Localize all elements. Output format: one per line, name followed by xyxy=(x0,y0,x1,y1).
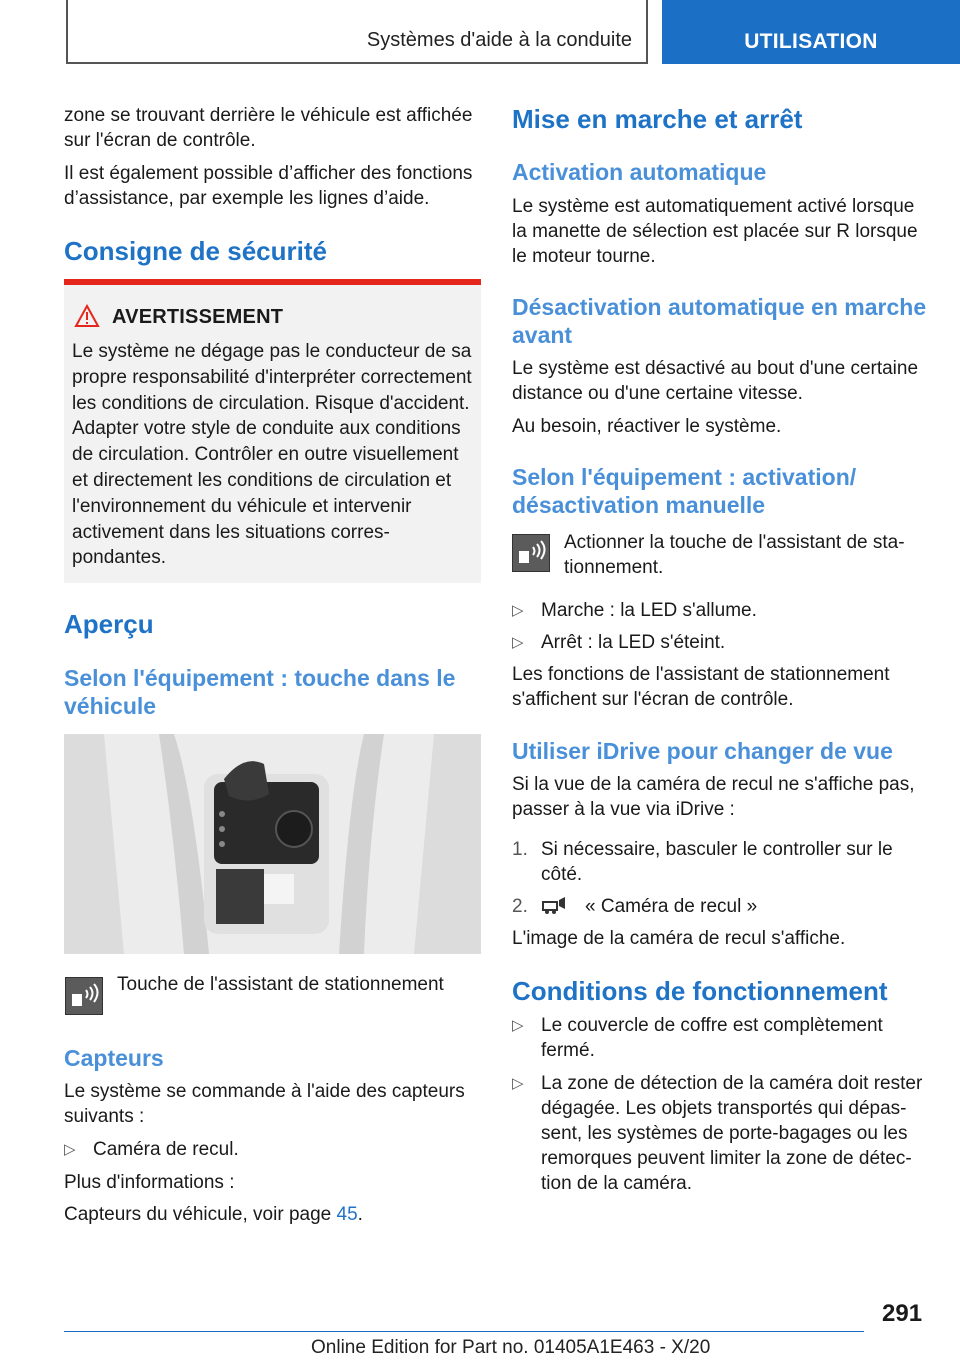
header-chapter-label: UTILISATION xyxy=(744,30,878,53)
led-off-text: Arrêt : la LED s'éteint. xyxy=(541,632,726,653)
page-45-link[interactable]: 45 xyxy=(336,1204,358,1225)
auto-deactivation-text: Le système est désactivé au bout d'une certaine distance ou d'une certaine vitesse. xyxy=(512,358,919,404)
step-1-text: Si nécessaire, basculer le controller sur le côté. xyxy=(541,839,893,885)
more-info-text: Plus d'informations : xyxy=(64,1172,235,1193)
footer-edition: Online Edition for Part no. 01405A1E463 - X/20 xyxy=(311,1337,711,1358)
triangle-bullet-icon: ▷ xyxy=(512,1017,524,1034)
triangle-bullet-icon: ▷ xyxy=(512,634,524,651)
footer-rule xyxy=(64,1331,864,1332)
step-1-number: 1. xyxy=(512,839,528,860)
image-shown-text: L'image de la caméra de recul s'affiche. xyxy=(512,928,846,949)
triangle-bullet-icon: ▷ xyxy=(512,602,524,619)
see-page-reference xyxy=(64,1202,482,1227)
manual-text: Actionner la touche de l'assistant de stationnement. xyxy=(564,532,905,578)
auto-activation-heading: Activation automatique xyxy=(512,159,767,185)
led-on-text: Marche : la LED s'allume. xyxy=(541,600,757,621)
safety-heading: Consigne de sécurité xyxy=(64,236,327,266)
sensor-item-text: Caméra de recul. xyxy=(93,1139,239,1160)
button-location-heading: Selon l'équipement : touche dans le véhicule xyxy=(64,665,456,719)
header-section-title xyxy=(66,0,648,64)
header-chapter-tab xyxy=(662,0,960,64)
see-page-suffix: . xyxy=(357,1204,363,1225)
idrive-text: Si la vue de la caméra de recul ne s'affiche pas, passer à la vue via iDrive : xyxy=(512,774,915,820)
step-2-number: 2. xyxy=(512,896,528,917)
sensors-heading: Capteurs xyxy=(64,1045,164,1071)
overview-heading: Aperçu xyxy=(64,609,154,639)
triangle-bullet-icon: ▷ xyxy=(64,1141,76,1158)
center-console-photo xyxy=(64,734,481,954)
condition-1-text: Le couvercle de coffre est complètement fermé. xyxy=(541,1015,883,1061)
park-assist-button-icon-2 xyxy=(512,534,550,572)
page-number: 291 xyxy=(882,1300,923,1327)
auto-deactivation-heading: Désactivation automatique en marche avant xyxy=(512,294,927,348)
conditions-heading: Conditions de fonctionnement xyxy=(512,976,888,1006)
center-console-illustration xyxy=(64,734,481,954)
button-caption: Touche de l'assistant de stationnement xyxy=(117,974,444,995)
on-off-heading: Mise en marche et arrêt xyxy=(512,104,803,134)
camera-menu-icon xyxy=(541,894,569,923)
sensors-text: Le système se commande à l'aide des capteurs suivants : xyxy=(64,1081,465,1127)
intro-paragraph-2: Il est également possible d’afficher des fonctions d’assistance, par exemple les lignes d’aide. xyxy=(64,163,473,209)
warning-text: Le système ne dégage pas le conducteur de sa propre responsabilité d'interpréter correctement les conditions de circulation. Risque d'accident. Adapter votre style de conduite aux conditions de circulation. Contrôler en outre visuellement et directement les conditions de circulation et l'environnement du véhicule et intervenir activement dans les situations correspondantes. xyxy=(72,341,472,569)
step-2-text: « Caméra de recul » xyxy=(585,896,758,917)
triangle-bullet-icon: ▷ xyxy=(512,1075,524,1092)
reactivate-text: Au besoin, réactiver le système. xyxy=(512,416,782,437)
manual-heading: Selon l'équipement : activation/ désactivation manuelle xyxy=(512,464,857,518)
functions-text: Les fonctions de l'assistant de stationnement s'affichent sur l'écran de contrôle. xyxy=(512,664,890,710)
idrive-heading: Utiliser iDrive pour changer de vue xyxy=(512,738,893,764)
intro-paragraph-1: zone se trouvant derrière le véhicule est affichée sur l'écran de contrôle. xyxy=(64,105,473,151)
warning-title: AVERTISSEMENT xyxy=(112,306,284,328)
see-page-prefix: Capteurs du véhicule, voir page xyxy=(64,1204,337,1225)
warning-triangle-icon xyxy=(74,304,100,328)
header-section-label: Systèmes d'aide à la conduite xyxy=(366,29,632,51)
park-assist-button-icon xyxy=(65,977,103,1015)
condition-2-text: La zone de détection de la caméra doit rester dégagée. Les objets transportés qui dépassent, les systèmes de porte-bagages ou les remorques peuvent limiter la zone de détection de la caméra. xyxy=(541,1073,923,1194)
auto-activation-text: Le système est automatiquement activé lorsque la manette de sélection est placée sur R lorsque le moteur tourne. xyxy=(512,196,918,267)
